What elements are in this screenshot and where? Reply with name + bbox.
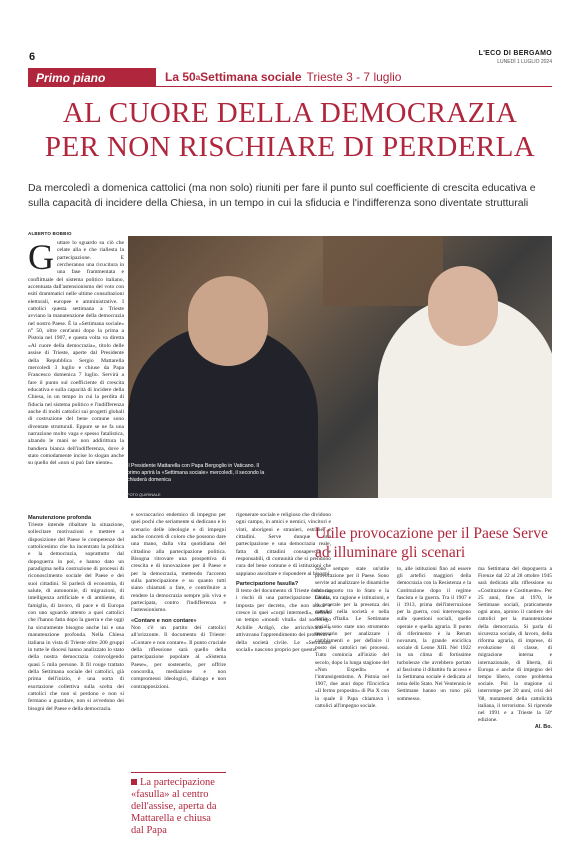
headline-line-2: PER NON RISCHIARE DI PERDERLA: [44, 131, 536, 163]
article-column-1: [28, 512, 124, 842]
article-intro: [28, 240, 124, 508]
editorial-column-1-text: Sono sempre state un'utile provocazione per il Paese. Sono servite ad analizzare le dinamiche del rapporto tra lo Stato e la Chiesa, tra ragione e istituzioni, e in generale per la presenza dei cattolici nella società e nella storia d'Italia. Le Settimane sociali sono state uno strumento necessario per analizzare i cambiamenti e per definire il posto dei cattolici nei processi. Tutto comincia all'inizio del secolo, dopo la lunga stagione del «Non Expedit» e l'intransigentismo. A Pistoia nel 1907, due anni dopo l'Enciclica «Il fermo proposito» di Pio X con la quale il Papa chiamava i cattolici all'impegno sociale.: [315, 566, 389, 709]
section-topic-post: Settimana sociale: [200, 70, 302, 84]
section-topic: [156, 68, 552, 87]
drop-cap: G: [28, 240, 54, 277]
photo-background-painting: [323, 236, 443, 306]
column-3-text: rigenerare sociale e religioso che dividono ogni campo, in amici e nemici, vincitori e vinti, aborigeni e stranieri, estranei e cittadini. Serve dunque una partecipazione e una democrazia reale, fatta di cittadini consapevoli e responsabili, di comunità che si prendono cura del bene comune e di istituzioni che sappiano ascoltare e rispondere ai bisogni.: [236, 512, 331, 577]
column-2-heading: «Contare e non contare»: [131, 617, 197, 624]
editorial-column-2-text: to, alle istituzioni fino ad essere gli artefici maggiori della democrazia con la Resistenza e la Costituzione dopo il regime fascista e la guerra. Tra il 1907 e il 1913, prima dell'interruzione per la guerra, così intervengono sulle questioni sociali, quelle operaie e quella agraria. Il punto di riferimento è la Rerum novarum, la grande enciclica sociale di Leone XIII. Nel 1922 in un clima di fortissime turbolenze che avrebbero portato al fascismo il dibattito fu acceso e la Settimana sociale è dedicata al tema dello Stato. Nel Ventennio le Settimane hanno un tono più sommesso.: [397, 566, 471, 702]
column-2-text: e sovraccarico endemico di impegno per quei pochi che seriamente si dedicano e lo scenario delle ideologie e di impegni anche concreti di coloro che possono dare una mano, dalla vita quotidiana del cittadino alla partecipazione politica. Bisogna ritrovare una prospettiva di crescita e di innovazione per il Paese e per la democrazia, mettendo l'accento sulla partecipazione e su quanto tutti siano chiamati a fare, e contribuire a rendere la democrazia sempre più viva e partecipata, contro l'indifferenza e l'astensionismo.: [131, 512, 226, 614]
photo-face-pope: [428, 266, 498, 346]
article-column-2: [131, 512, 226, 768]
column-2b-text: Non c'è un partito dei cattolici all'orizzonte. Il documento di Trieste: «Contare e non contare». Il punto cruciale della riflessione sarà quello della partecipazione popolare al «Sistema Paese», per sostenerlo, per offrire concordia, mediazione e non compromessi ideologici, dialogo e non contrapposizioni.: [131, 624, 226, 690]
square-bullet-icon: [131, 779, 137, 785]
editorial-column-2: [397, 566, 471, 840]
headline-line-1: AL CUORE DELLA DEMOCRAZIA: [62, 97, 518, 129]
editorial-column-3: [478, 566, 552, 840]
editorial-headline: Utile provocazione per il Paese Serve ad illuminare gli scenari: [315, 525, 548, 561]
byline: ALBERTO BOBBIO: [28, 231, 72, 236]
intro-text: uttare lo sguardo su ciò che celate alla e che riallesta la partecipazione. E cercheranno una ricucitura in una fase frammentata e conflittuale del sistema politico italiano, accentuata dall'astensionismo del voto con esiti drammatici nelle ultime consultazioni elettorali, europee e amministrative. I cattolici questa settimana a Trieste avviano la manutenzione della democrazia nel nostro Paese. È la «Settimana sociale» n° 50, oltre cent'anni dopo la prima a Pistoia nel 1907, e questa volta va diretta «Al cuore della democrazia», titolo delle assise di Trieste, aperte dal Presidente della Repubblica Sergio Mattarella mercoledì 3 luglio e chiuse da Papa Francesco domenica 7 luglio. Servirà a fare il punto sul coefficiente di crescita educativa e sulla capacità di incidere della Chiesa, in un tempo in cui la perdita di fiducia nel sistema politico e l'indifferenza anche di molti cattolici sui progetti globali di costruzione del bene comune sono diventate strutturali. Eppure se ne fa una narrazione molto vaga e spesso fatalistica, alzando le mani se non addirittura la bandiera bianca dell'indifferenza, dove è stato comodamente incise lo slogan anche su quello del «non si può fare niente».: [28, 240, 124, 467]
main-photo: [128, 236, 552, 498]
column-1-heading: Manutenzione profonda: [28, 515, 92, 521]
photo-face-president: [188, 276, 268, 366]
subheadline: Da mercoledì a domenica cattolici (ma non solo) riuniti per fare il punto sul coefficiente di crescita educativa e sulla capacità di incidere della Chiesa, in un tempo in cui la sfiducia e l'indifferenza sono diventate strutturali: [28, 182, 536, 209]
main-headline: [28, 96, 552, 164]
photo-credit: FOTO QUIRINALE: [127, 492, 161, 497]
page-number: 6: [29, 51, 36, 63]
pull-quote-text: La partecipazione «fasulla» al centro dell'assise, aperta da Mattarella e chiusa dal Papa: [131, 777, 217, 836]
masthead: [479, 50, 552, 65]
section-bar: [28, 68, 552, 87]
column-1-text: Trieste intende ribaltare la situazione, sollecitare motivazioni e mettere a disposizione del Paese le competenze del cattolicesimo che ha incentrato la politica e la democrazia, soprattutto dal dopoguerra in poi, e hanno dato un paradigma nella costruzione di processi di riconoscimento sociale del Paese e dei suoi cittadini. Si parlerà di economia, di salute, di autonomie, di migrazioni, di intelligenza artificiale e di ambiente, di famiglia, di lavoro, di pace e di Europa con uno sguardo attento a quei cattolici che l'hanno fatta dopo la guerra e che oggi ha sicuramente bisogno anche lui e una manutenzione profonda. Nella Chiesa italiana in vista di Trieste oltre 200 gruppi in tutte le diocesi hanno analizzato lo stato della nostra democrazia coinvolgendo quasi 5 mila persone. Il fil rouge trattato della Settimana sociale del cattolici, già prima dell'inizio, è una sorta di esortazione collettiva sulla scelta dei cattolici che non si perdono e non si fermano a guardare, non si avvedono dei bisogni del Paese e della democrazia.: [28, 522, 124, 712]
editorial-signature: Al. Bo.: [534, 724, 552, 731]
editorial-column-3-text: ma Settimana del dopoguerra a Firenze dal 22 al 28 ottobre 1945 sarà dedicata alla riflessione su «Costituzione e Costituente». Per 25 anni, fino al 1970, le Settimane sociali, praticamente ogni anno, aprono il cantiere dei cattolici per la manutenzione della democrazia. Si parla di sicurezza sociale, di lavoro, della riforma agraria, di imprese, di evoluzione di classe, di migrazione interna e internazionale, di libertà, di Europa e anche di impegno del tempo libero, come problema sociale. Poi la stagione si interrompe per 20 anni, crisi del '68, mutamenti della cattolicità italiana, il terrorismo. Si riprende nel 1991 e a Trieste la 50ª edizione.: [478, 566, 552, 724]
pull-quote: [131, 772, 226, 837]
section-topic-pre: La 50: [165, 70, 196, 84]
column-3b-text: Il testo del documento di Trieste denuncia i rischi di una partecipazione fasulla, imposta per decreto, che non nasce e cresce in quei «corpi intermedi», definiti un tempo «mondi vitali» dal sociologo Achille Ardigò, che arricchivano e attivavano l'apprendimento dei problemi e della società civile. Le «Settimane sociali» nascono proprio per questo.: [236, 588, 331, 653]
section-label: Primo piano: [28, 68, 156, 87]
section-topic-sup: a: [195, 72, 201, 82]
photo-caption: Il Presidente Mattarella con Papa Bergoglio in Vaticano. Il primo aprirà la «Settimana sociale» mercoledì, il secondo la chiuderà domenica: [127, 463, 265, 483]
section-dates: Trieste 3 - 7 luglio: [306, 70, 402, 84]
editorial-column-1: [315, 566, 389, 840]
issue-date: LUNEDÌ 1 LUGLIO 2024: [497, 59, 552, 65]
column-3-heading: Partecipazione fasulla?: [236, 581, 299, 588]
newspaper-name: L'ECO DI BERGAMO: [478, 50, 552, 57]
